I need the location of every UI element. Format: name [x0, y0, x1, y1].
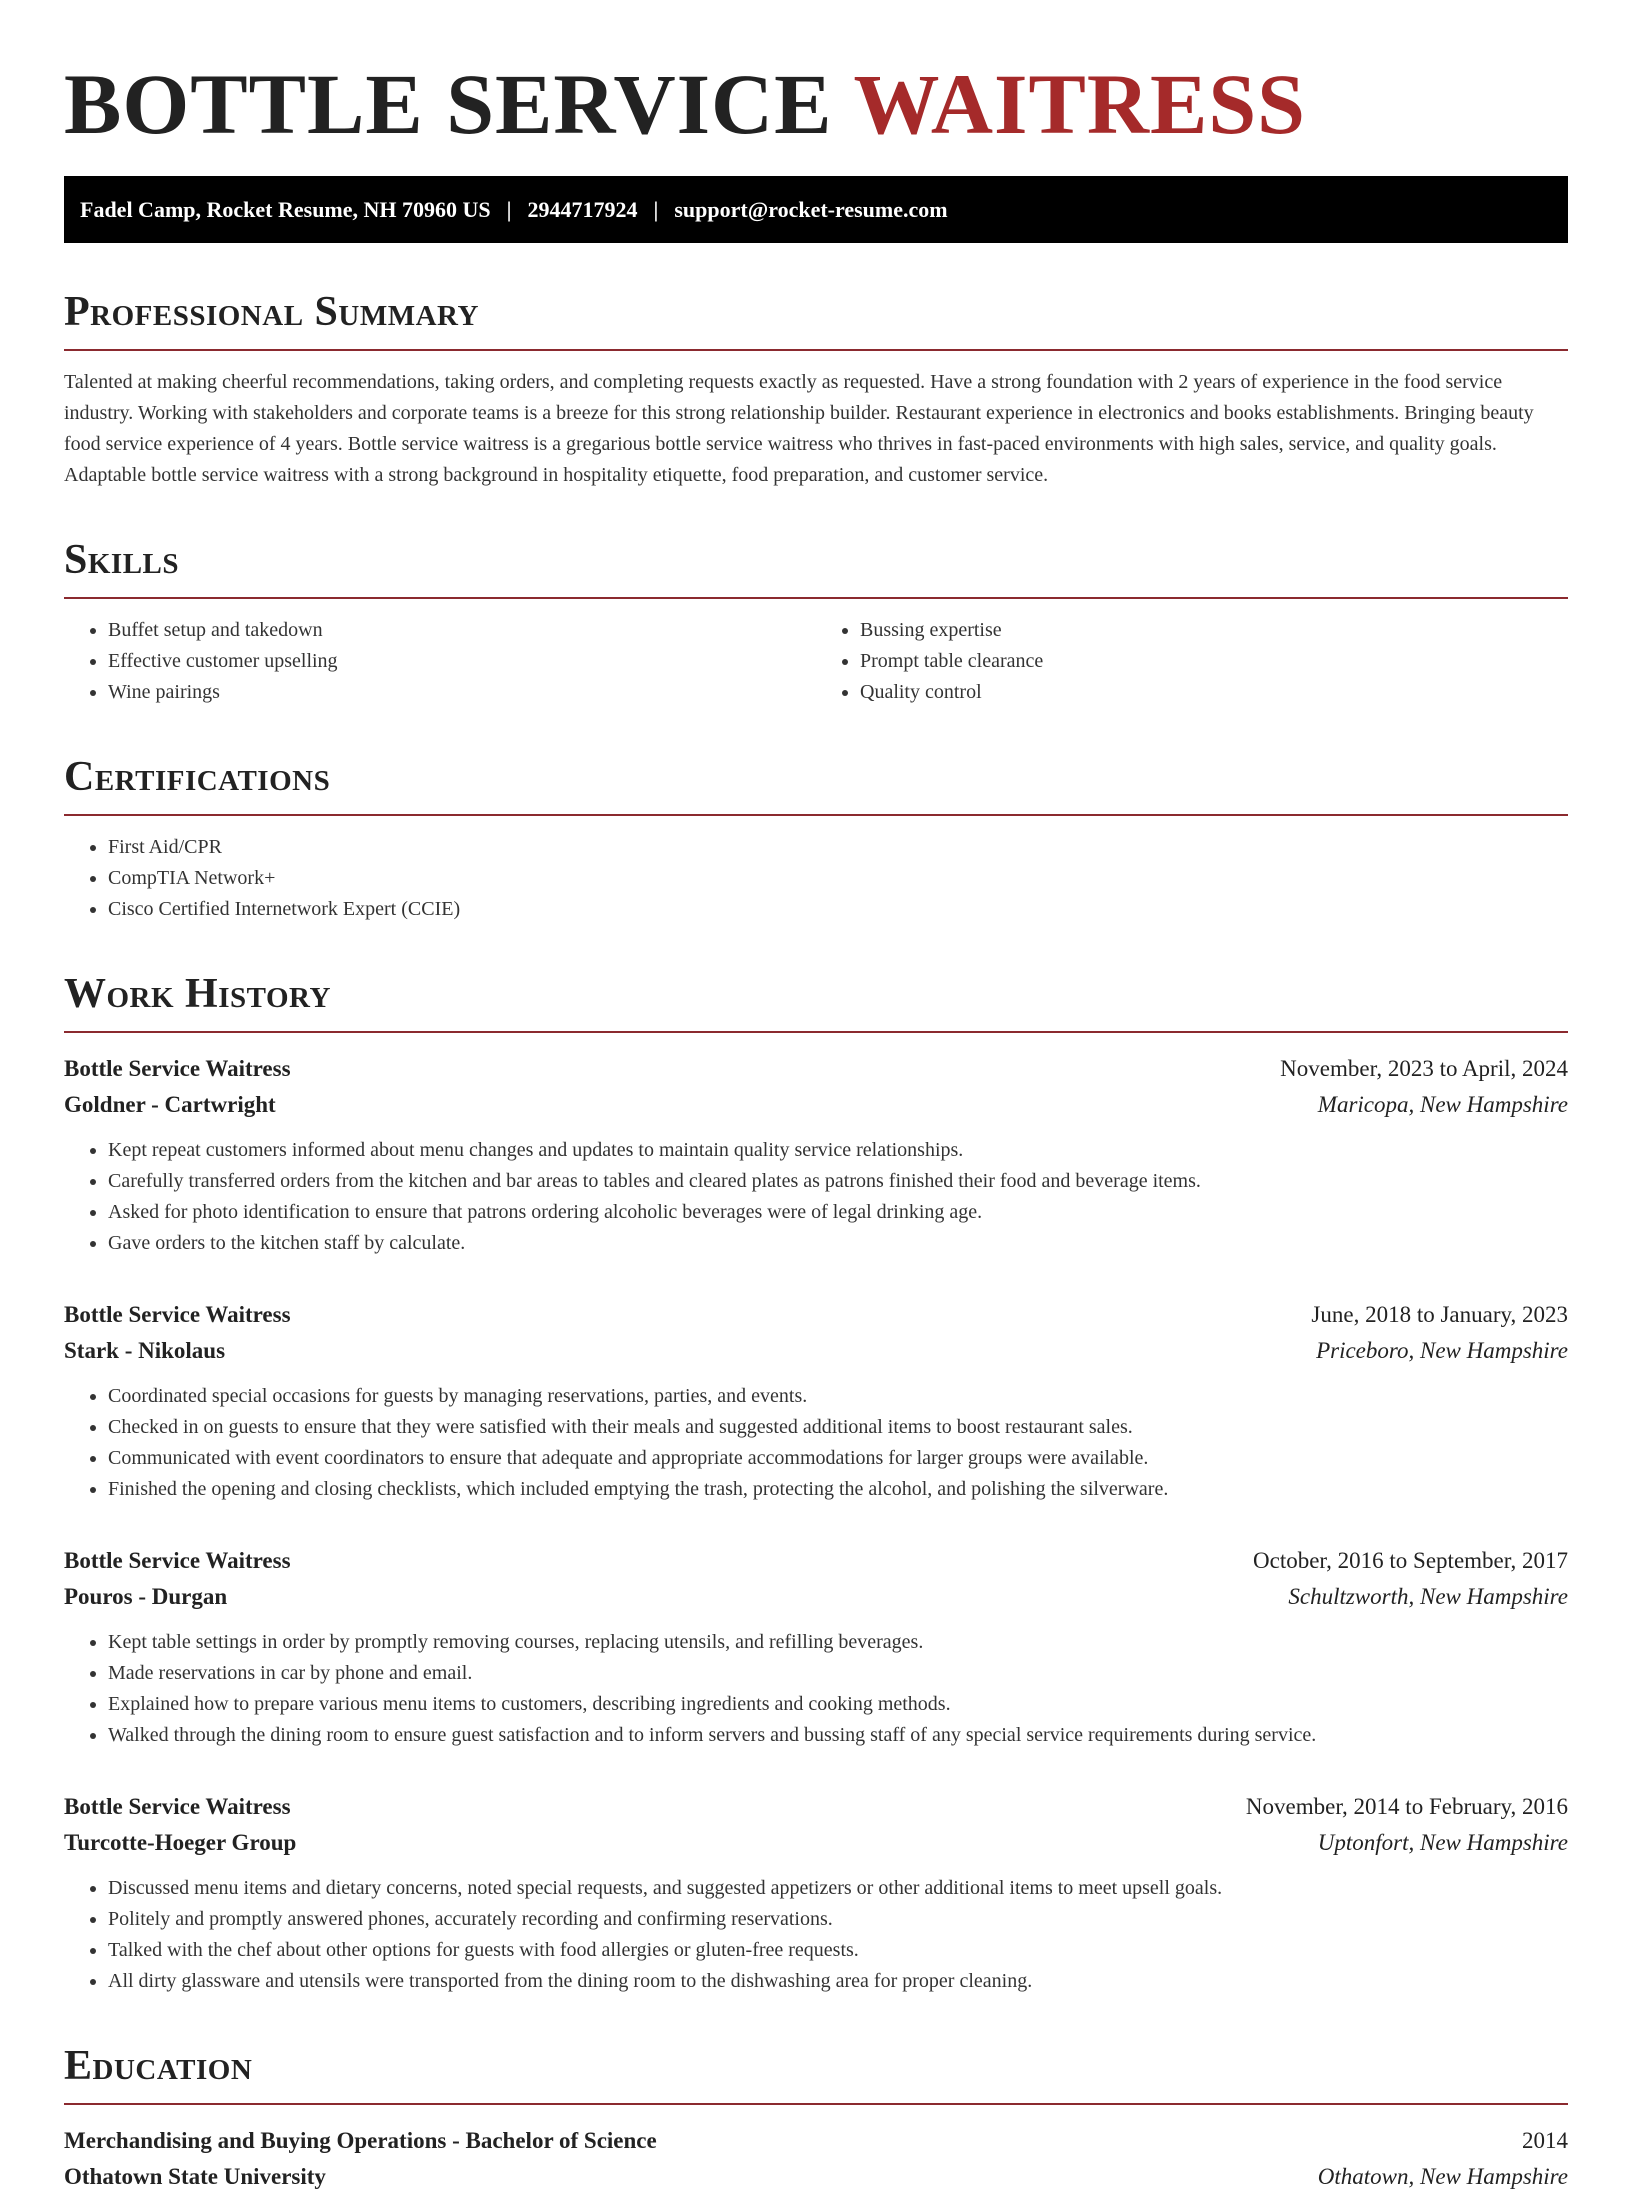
certification-item: • First Aid/CPR	[108, 832, 1568, 863]
job-bullet: • Finished the opening and closing checklists, which included emptying the trash, protecting the alcohol, and polishing the silverware.	[108, 1474, 1568, 1505]
contact-phone[interactable]: 2944717924	[527, 196, 638, 222]
education-location: Othatown, New Hampshire	[1317, 2164, 1568, 2189]
job-company-row	[64, 1825, 1568, 1861]
job-dates: November, 2014 to February, 2016	[1245, 1794, 1568, 1819]
certifications-list	[64, 832, 1568, 925]
skills-grid	[64, 599, 1568, 708]
education-school-row	[64, 2159, 1568, 2195]
job-company: Goldner - Cartwright	[64, 1092, 276, 1117]
skill-item: • Bussing expertise	[860, 615, 1568, 646]
job-company: Turcotte-Hoeger Group	[64, 1830, 297, 1855]
job-company-row	[64, 1333, 1568, 1369]
work-history-section	[64, 969, 1568, 1997]
job-title: Bottle Service Waitress	[64, 1794, 291, 1819]
job-bullet: • Talked with the chef about other options for guests with food allergies or gluten-free requests.	[108, 1935, 1568, 1966]
education-school: Othatown State University	[64, 2164, 326, 2189]
education-heading: Education	[64, 2041, 1568, 2105]
job-bullets	[64, 1381, 1568, 1505]
job-bullet: • Explained how to prepare various menu items to customers, describing ingredients and cooking methods.	[108, 1689, 1568, 1720]
job-location: Schultzworth, New Hampshire	[1288, 1584, 1568, 1609]
education-entry	[64, 2123, 1568, 2195]
skill-item: • Quality control	[860, 677, 1568, 708]
job-bullet: • Coordinated special occasions for guests by managing reservations, parties, and events.	[108, 1381, 1568, 1412]
skill-item: • Buffet setup and takedown	[108, 615, 816, 646]
contact-bar	[64, 176, 1568, 243]
education-year: 2014	[1522, 2128, 1568, 2153]
job-company: Pouros - Durgan	[64, 1584, 228, 1609]
job-bullets	[64, 1627, 1568, 1751]
certification-item: • Cisco Certified Internetwork Expert (CCIE)	[108, 894, 1568, 925]
job-entry	[64, 1297, 1568, 1505]
job-bullet: • Asked for photo identification to ensure that patrons ordering alcoholic beverages were of legal drinking age.	[108, 1197, 1568, 1228]
job-bullets	[64, 1873, 1568, 1997]
education-degree: Merchandising and Buying Operations - Bachelor of Science	[64, 2128, 657, 2153]
job-bullet: • Checked in on guests to ensure that they were satisfied with their meals and suggested additional items to boost restaurant sales.	[108, 1412, 1568, 1443]
job-bullet: • Communicated with event coordinators to ensure that adequate and appropriate accommodations for larger groups were available.	[108, 1443, 1568, 1474]
job-header-row	[64, 1297, 1568, 1333]
job-title: Bottle Service Waitress	[64, 1302, 291, 1327]
education-section	[64, 2041, 1568, 2195]
contact-address: Fadel Camp, Rocket Resume, NH 70960 US	[80, 196, 491, 222]
contact-separator: |	[506, 196, 512, 222]
job-header-row	[64, 1789, 1568, 1825]
candidate-name	[64, 56, 1568, 152]
job-bullet: • Made reservations in car by phone and email.	[108, 1658, 1568, 1689]
job-location: Priceboro, New Hampshire	[1316, 1338, 1568, 1363]
job-bullet: • Kept repeat customers informed about menu changes and updates to maintain quality service relationships.	[108, 1135, 1568, 1166]
job-dates: October, 2016 to September, 2017	[1253, 1548, 1568, 1573]
job-bullet: • Kept table settings in order by promptly removing courses, replacing utensils, and refilling beverages.	[108, 1627, 1568, 1658]
summary-section	[64, 287, 1568, 491]
contact-email[interactable]: support@rocket-resume.com	[674, 196, 948, 222]
certifications-heading: Certifications	[64, 752, 1568, 816]
job-location: Maricopa, New Hampshire	[1317, 1092, 1568, 1117]
job-header-row	[64, 1543, 1568, 1579]
skill-item: • Wine pairings	[108, 677, 816, 708]
job-bullet: • All dirty glassware and utensils were transported from the dining room to the dishwashing area for proper cleaning.	[108, 1966, 1568, 1997]
job-bullet: • Politely and promptly answered phones, accurately recording and confirming reservations.	[108, 1904, 1568, 1935]
job-bullet: • Walked through the dining room to ensure guest satisfaction and to inform servers and bussing staff of any special service requirements during service.	[108, 1720, 1568, 1751]
job-bullet: • Gave orders to the kitchen staff by calculate.	[108, 1228, 1568, 1259]
summary-heading: Professional Summary	[64, 287, 1568, 351]
work-history-heading: Work History	[64, 969, 1568, 1033]
education-degree-row	[64, 2123, 1568, 2159]
job-company: Stark - Nikolaus	[64, 1338, 226, 1363]
skills-heading: Skills	[64, 535, 1568, 599]
summary-text: Talented at making cheerful recommendations, taking orders, and completing requests exactly as requested. Have a strong foundation with 2 years of experience in the food service industry. Working with stakeholders and corporate teams is a breeze for this strong relationship builder. Restaurant experience in electronics and books establishments. Bringing beauty food service experience of 4 years. Bottle service waitress is a gregarious bottle service waitress who thrives in fast-paced environments with high sales, service, and quality goals. Adaptable bottle service waitress with a strong background in hospitality etiquette, food preparation, and customer service.	[64, 371, 1534, 486]
job-title: Bottle Service Waitress	[64, 1056, 291, 1081]
contact-separator: |	[653, 196, 659, 222]
job-bullet: • Discussed menu items and dietary concerns, noted special requests, and suggested appetizers or other additional items to meet upsell goals.	[108, 1873, 1568, 1904]
job-entry	[64, 1543, 1568, 1751]
certifications-section	[64, 752, 1568, 925]
job-company-row	[64, 1087, 1568, 1123]
skills-list-left	[64, 615, 816, 708]
job-entry	[64, 1051, 1568, 1259]
certification-item: • CompTIA Network+	[108, 863, 1568, 894]
job-company-row	[64, 1579, 1568, 1615]
skills-list-right	[816, 615, 1568, 708]
job-dates: June, 2018 to January, 2023	[1311, 1302, 1568, 1327]
name-second: WAITRESS	[853, 56, 1306, 152]
skill-item: • Effective customer upselling	[108, 646, 816, 677]
job-bullets	[64, 1135, 1568, 1259]
job-dates: November, 2023 to April, 2024	[1280, 1056, 1568, 1081]
job-header-row	[64, 1051, 1568, 1087]
job-bullet: • Carefully transferred orders from the kitchen and bar areas to tables and cleared plates as patrons finished their food and beverage items.	[108, 1166, 1568, 1197]
job-location: Uptonfort, New Hampshire	[1317, 1830, 1568, 1855]
job-title: Bottle Service Waitress	[64, 1548, 291, 1573]
job-entry	[64, 1789, 1568, 1997]
name-first: BOTTLE SERVICE	[64, 56, 833, 152]
skills-section	[64, 535, 1568, 708]
skill-item: • Prompt table clearance	[860, 646, 1568, 677]
